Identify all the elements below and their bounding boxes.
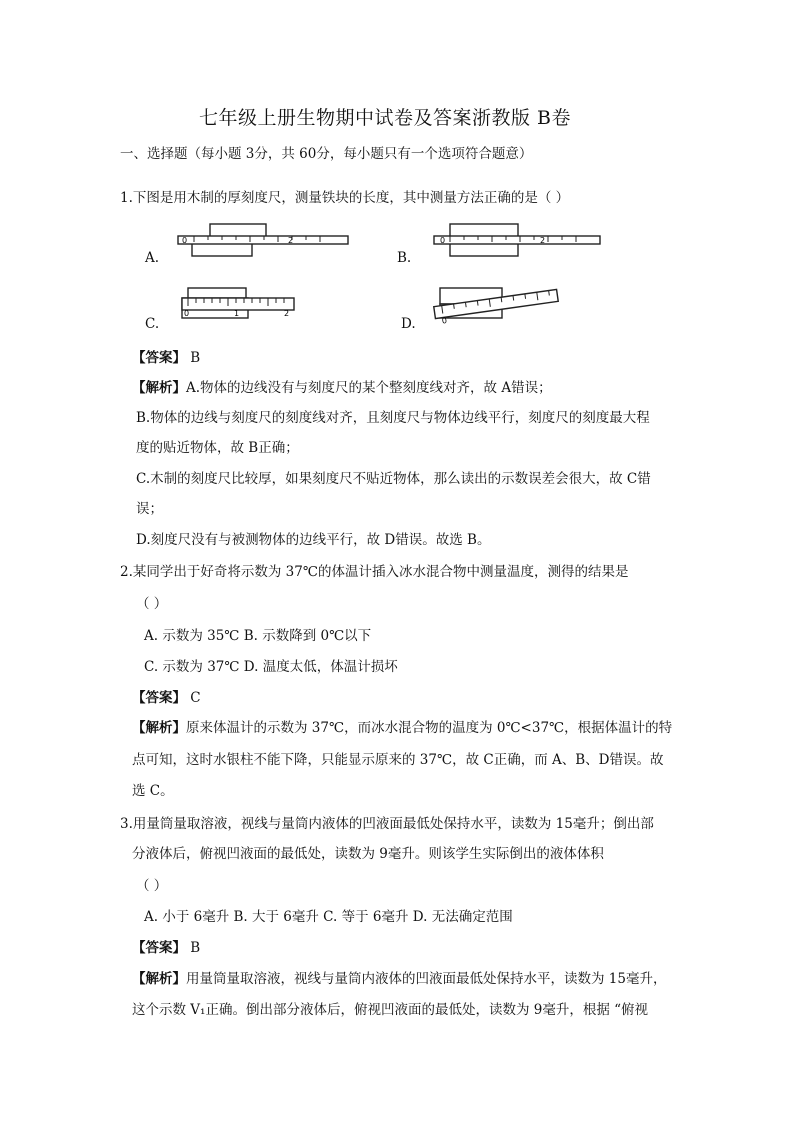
ruler-figure-d [432,284,562,324]
q1-option-label-b: B. [397,250,412,266]
ruler-figure-a [178,222,348,262]
ruler-tick-label: 0 [184,309,190,318]
q1-analysis-line-1 [132,376,552,396]
q1-option-label-c: C. [145,316,160,332]
analysis-text: 用量筒量取溶液，视线与量筒内液体的凹液面最低处保持水平，读数为 15毫升， [186,971,667,987]
ruler-tick-label: 0 [182,236,188,245]
q3-paren: （ ） [136,878,168,894]
q2-answer [132,686,201,706]
q1-option-label-a: A. [145,250,160,266]
answer-tag: 【答案】 [132,350,186,366]
q3-analysis-line-1 [132,967,666,987]
q3-stem-line-1: 3.用量筒量取溶液，视线与量筒内液体的凹液面最低处保持水平，读数为 15毫升；倒出部 [120,816,654,832]
section-heading: 一、选择题（每小题 3分，共 60分，每小题只有一个选项符合题意） [120,146,533,162]
page-title: 七年级上册生物期中试卷及答案浙教版 B卷 [199,107,572,129]
analysis-tag: 【解析】 [132,971,186,987]
ruler-tick-label: 2 [540,236,546,245]
ruler-tick-label: 0 [440,236,446,245]
analysis-tag: 【解析】 [132,720,186,736]
q3-stem-line-2: 分液体后，俯视凹液面的最低处，读数为 9毫升。则该学生实际倒出的液体体积 [132,846,604,862]
q1-analysis-line-5: 误； [136,501,163,517]
ruler-tick-label: 1 [234,309,240,318]
analysis-text: 原来体温计的示数为 37℃，而冰水混合物的温度为 0℃<37℃，根据体温计的特 [186,720,673,736]
q2-analysis-line-1 [132,716,672,736]
q2-analysis-line-2: 点可知，这时水银柱不能下降，只能显示原来的 37℃，故 C正确，而 A、B、D错误。故 [132,752,664,768]
answer-tag: 【答案】 [132,690,186,706]
q3-answer [132,936,200,956]
q2-stem: 2.某同学出于好奇将示数为 37℃的体温计插入冰水混合物中测量温度，测得的结果是 [120,564,629,580]
q1-analysis-line-6: D.刻度尺没有与被测物体的边线平行，故 D错误。故选 B。 [136,532,491,548]
q2-analysis-line-3: 选 C。 [132,783,174,799]
q3-options: A. 小于 6毫升 B. 大于 6毫升 C. 等于 6毫升 D. 无法确定范围 [144,909,513,925]
q1-analysis-line-3: 度的贴近物体，故 B正确； [136,440,299,456]
q2-options-line-1: A. 示数为 35℃ B. 示数降到 0℃以下 [144,628,372,644]
ruler-figure-c [178,286,298,326]
ruler-tick-label: 0 [441,316,448,326]
answer-tag: 【答案】 [132,940,186,956]
q1-answer [132,346,200,366]
analysis-text: A.物体的边线没有与刻度尺的某个整刻度线对齐，故 A错误； [186,380,552,396]
q2-options-line-2: C. 示数为 37℃ D. 温度太低，体温计损坏 [144,659,398,675]
q1-stem: 1.下图是用木制的厚刻度尺，测量铁块的长度，其中测量方法正确的是（ ） [120,190,570,206]
q1-option-label-d: D. [401,316,416,332]
q1-analysis-line-4: C.木制的刻度尺比较厚，如果刻度尺不贴近物体，那么读出的示数误差会很大，故 C错 [136,471,651,487]
answer-value: B [190,940,201,956]
analysis-tag: 【解析】 [132,380,186,396]
q2-paren: （ ） [136,596,168,612]
ruler-tick-label: 2 [288,236,294,245]
answer-value: C [190,690,201,706]
ruler-tick-label: 2 [284,309,290,318]
q1-analysis-line-2: B.物体的边线与刻度尺的刻度线对齐，且刻度尺与物体边线平行，刻度尺的刻度最大程 [136,410,650,426]
answer-value: B [190,350,201,366]
q3-analysis-line-2: 这个示数 V₁正确。倒出部分液体后，俯视凹液面的最低处，读数为 9毫升，根据 “俯视 [132,1002,649,1018]
ruler-figure-b [430,222,600,262]
